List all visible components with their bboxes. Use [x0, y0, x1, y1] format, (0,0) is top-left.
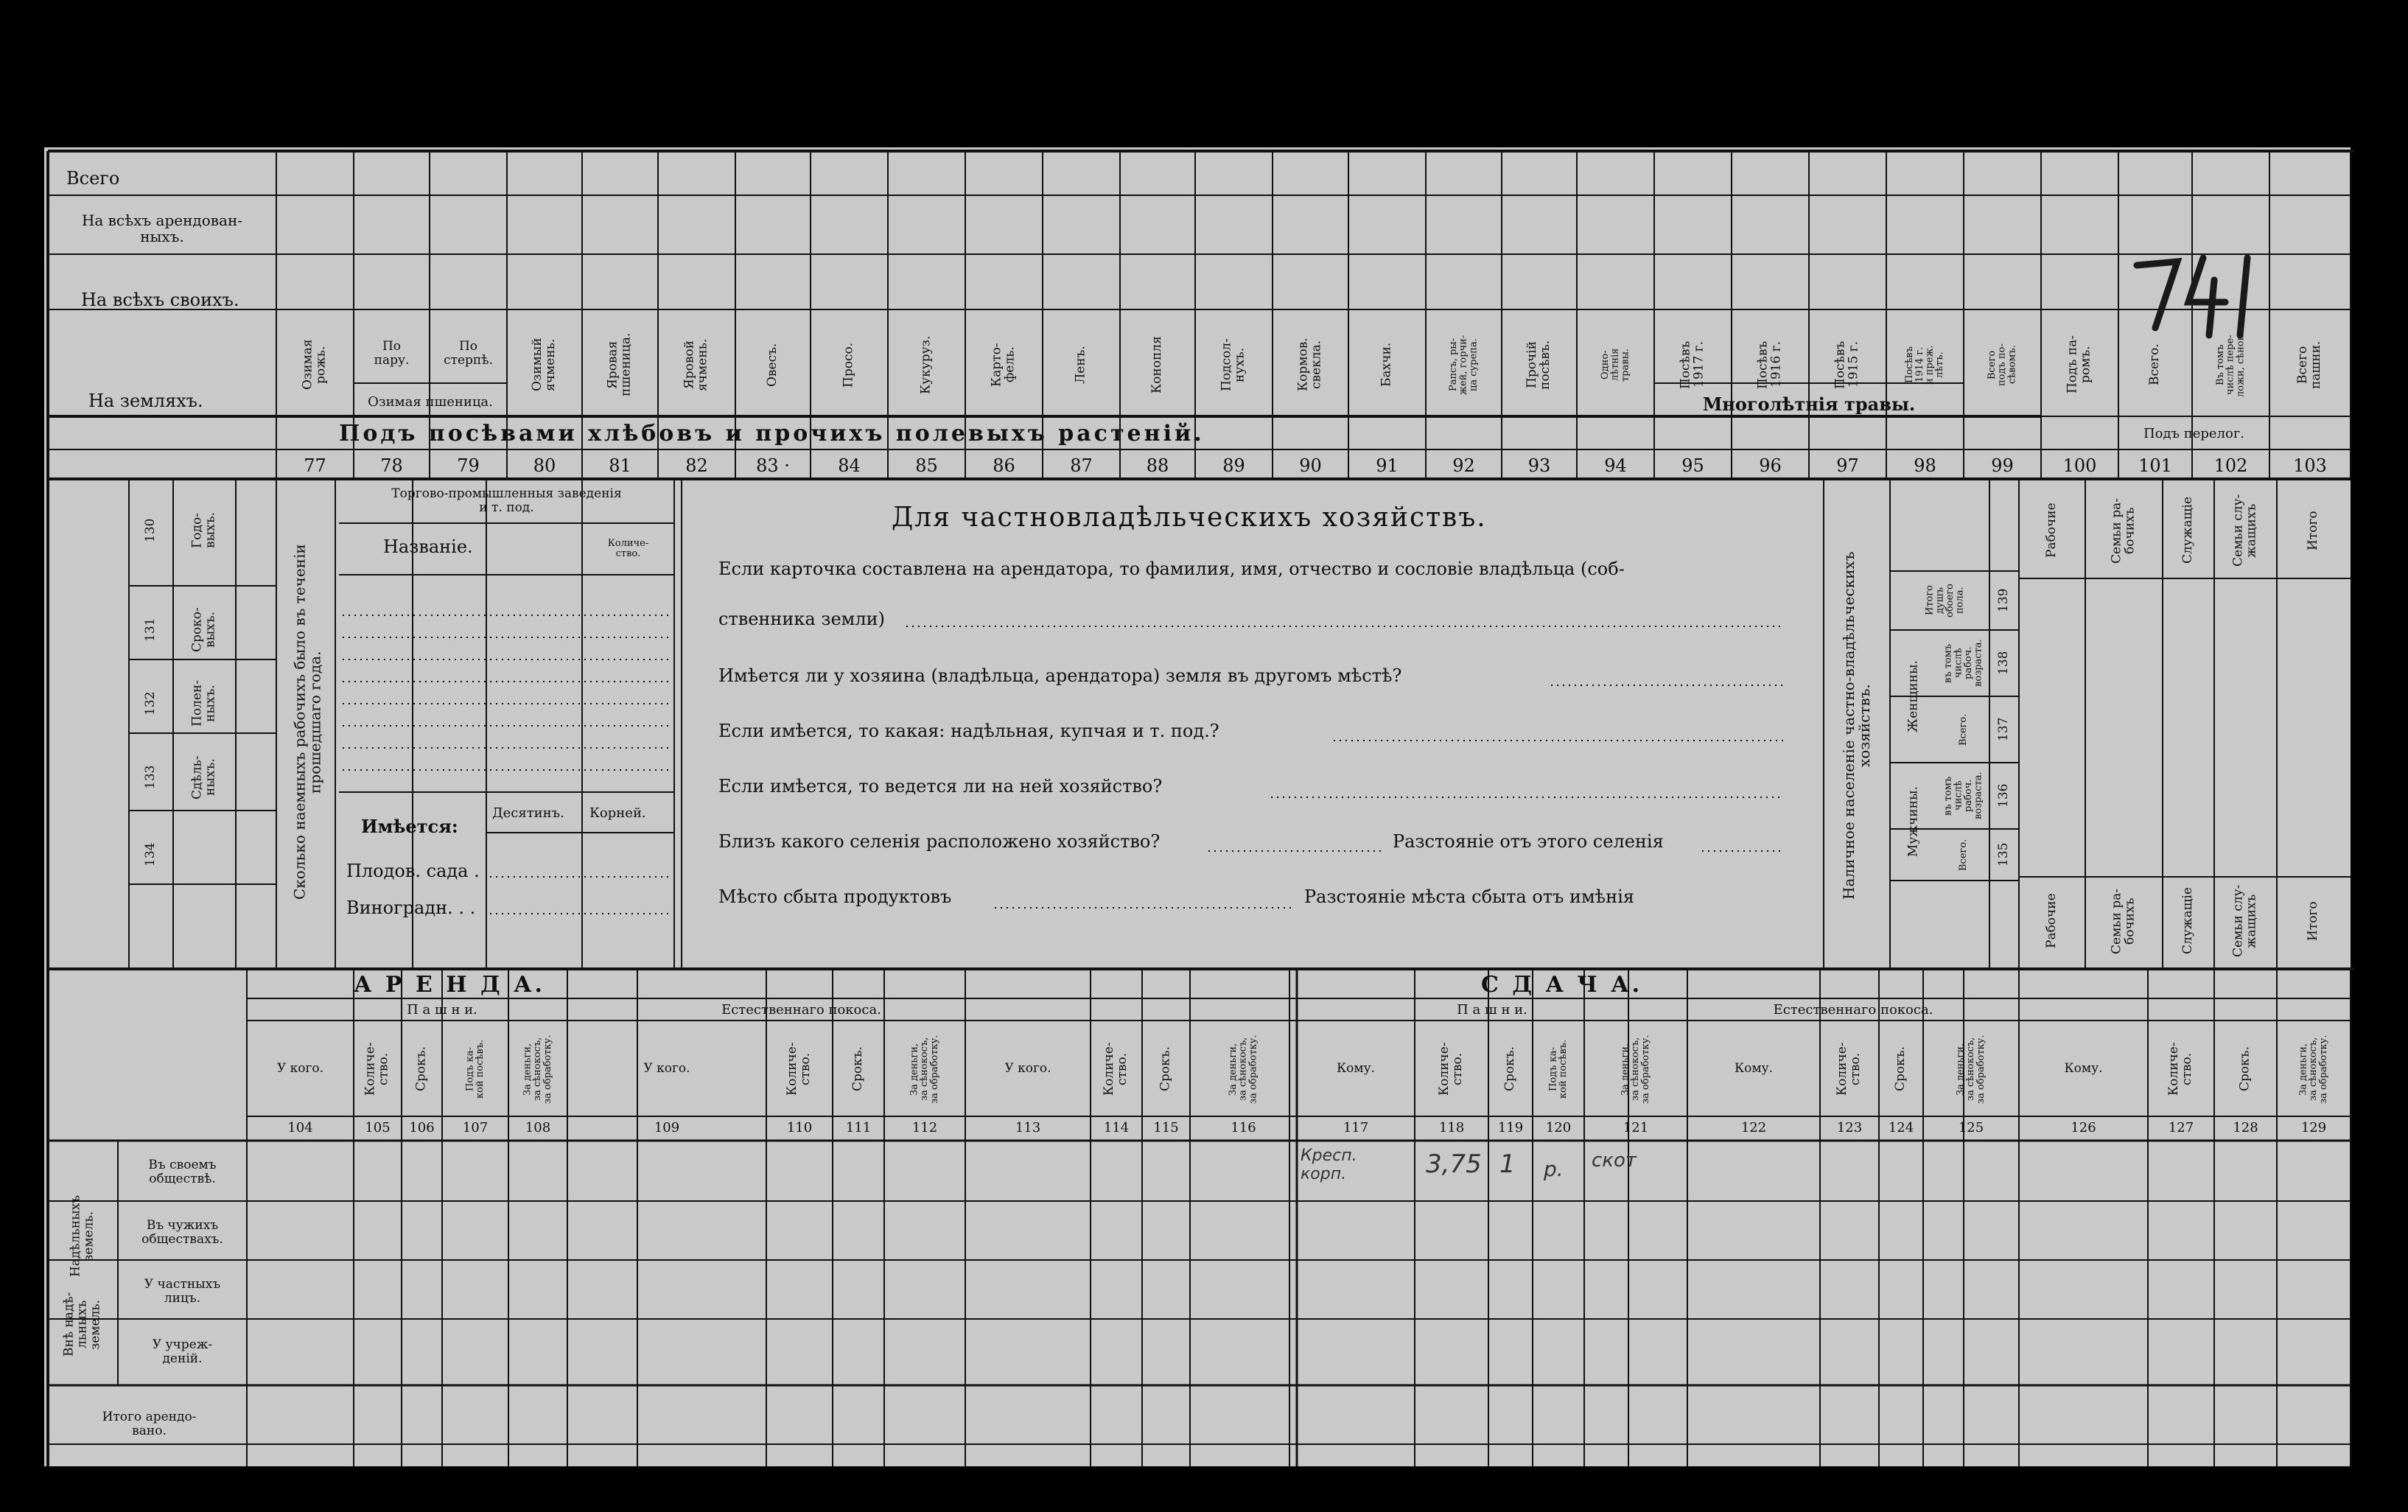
col-num-80: 80 — [533, 455, 556, 476]
grp-nadel: Надѣльныхъ земель. — [68, 1195, 97, 1277]
bot-hdr-18: Кому. — [1734, 1060, 1774, 1076]
bot-num-110: 110 — [786, 1120, 813, 1135]
col-label-95: Посѣвъ 1917 г. — [1678, 340, 1707, 389]
col-label-86: Карто- фель. — [989, 343, 1018, 387]
orchard-label: Плодов. сада . — [346, 861, 480, 881]
col-num-84: 84 — [838, 455, 861, 476]
col-num-89: 89 — [1222, 455, 1245, 476]
bot-num-120: 120 — [1545, 1120, 1572, 1135]
bot-hdr-24: Срокъ. — [2237, 1046, 2253, 1092]
sdacha-title: С Д А Ч А. — [1481, 972, 1643, 998]
col-num-103: 103 — [2293, 455, 2327, 476]
col-num-78: 78 — [380, 455, 403, 476]
bot-hdr-21: За деньги, за сѣнокосъ, за обработку. — [1955, 1035, 1987, 1104]
q-other-land: Имѣется ли у хозяина (владѣльца, арендатора) земля въ другомъ мѣстѣ? — [718, 665, 1402, 686]
sdacha-pokos: Естественнаго покоса. — [1773, 1002, 1933, 1018]
col-num-81: 81 — [609, 455, 631, 476]
itogo-dush: Итого душъ обоего пола. — [1924, 584, 1966, 617]
hire-num-133: 133 — [143, 765, 158, 790]
women-working-age: въ томъ числѣ рабоч. возраста. — [1942, 639, 1984, 687]
bot-num-127: 127 — [2168, 1120, 2194, 1135]
bot-hdr-4: За деньги, за сѣнокосъ, за обработку. — [522, 1035, 553, 1104]
q-owner-1: Если карточка составлена на арендатора, то фамилия, имя, отчество и сословіе владѣльца (соб- — [718, 559, 1625, 579]
n138: 138 — [1996, 651, 2012, 676]
col-num-92: 92 — [1452, 455, 1475, 476]
arenda-pashni: П а ш н и. — [407, 1002, 477, 1018]
bot-hdr-23: Количе- ство. — [2166, 1042, 2194, 1096]
bot-hdr-3: Подъ ка- кой посѣвъ. — [464, 1039, 486, 1099]
bot-hdr-22: Кому. — [2064, 1060, 2103, 1076]
hand-za: скот — [1592, 1149, 1637, 1172]
hire-label-134 — [177, 811, 232, 899]
korney-col: Корней. — [589, 805, 646, 821]
row-other-society: Въ чужихъ обществахъ. — [141, 1217, 223, 1247]
hire-label-131: Сроко- выхъ. — [189, 607, 218, 653]
col-num-102: 102 — [2213, 455, 2248, 476]
col-num-91: 91 — [1376, 455, 1399, 476]
col-num-100: 100 — [2062, 455, 2097, 476]
hire-label-132: Полен- ныхъ. — [189, 680, 218, 727]
bot-num-113: 113 — [1015, 1120, 1041, 1135]
col-label-91: Бахчи. — [1379, 342, 1394, 388]
bot-hdr-12: За деньги, за сѣнокосъ, за обработку. — [1228, 1035, 1259, 1104]
bot-num-129: 129 — [2300, 1120, 2327, 1135]
col-label-102: Въ томъ числѣ пере- ложи, сѣнок. — [2215, 332, 2247, 398]
col-label-97: Посѣвъ 1915 г. — [1833, 340, 1861, 389]
bot-num-111: 111 — [845, 1120, 872, 1135]
row-lands: На земляхъ. — [88, 391, 203, 411]
crops-band-title: Подъ посѣвами хлѣбовъ и прочихъ полевыхъ растеній. — [339, 421, 1205, 447]
hire-num-134: 134 — [143, 842, 158, 867]
bot-num-125: 125 — [1958, 1120, 1984, 1135]
hire-label-133: Сдѣль- ныхъ. — [189, 755, 218, 799]
col-label-85: Кукуруз. — [918, 335, 934, 394]
col-label-87: Ленъ. — [1073, 346, 1088, 384]
col-label-77: Озимая рожь. — [300, 339, 329, 391]
bot-hdr-10: Количе- ство. — [1102, 1042, 1130, 1096]
bot-hdr-19: Количе- ство. — [1835, 1042, 1863, 1096]
men-working-age: въ томъ числѣ рабоч. возраста. — [1942, 771, 1984, 820]
bot-hdr-13: Кому. — [1336, 1060, 1376, 1076]
col-label-82: Яровой ячмень. — [682, 338, 710, 391]
row-rented: На всѣхъ арендован- ныхъ. — [81, 211, 243, 245]
bot-num-118: 118 — [1438, 1120, 1465, 1135]
bot-num-117: 117 — [1343, 1120, 1369, 1135]
q-owner-2: ственника земли) — [718, 609, 885, 629]
men-label: Мужчины. — [1905, 786, 1921, 857]
hand-qty: 3,75 — [1426, 1149, 1482, 1179]
col-num-85: 85 — [915, 455, 938, 476]
bot-hdr-2: Срокъ. — [413, 1046, 429, 1092]
bot-num-122: 122 — [1740, 1120, 1767, 1135]
hand-srok: 1 — [1499, 1149, 1516, 1179]
bot-num-114: 114 — [1103, 1120, 1130, 1135]
row-own-society: Въ своемъ обществѣ. — [148, 1157, 217, 1186]
col-num-79: 79 — [457, 455, 480, 476]
col-num-82: 82 — [685, 455, 708, 476]
hand-komu: Кресп. корп. — [1301, 1147, 1357, 1183]
bot-num-109: 109 — [654, 1120, 680, 1135]
bot-num-112: 112 — [911, 1120, 938, 1135]
row-own: На всѣхъ своихъ. — [81, 290, 239, 310]
bot-hdr-0: У кого. — [276, 1060, 324, 1076]
worker-col-top-4: Итого — [2306, 511, 2321, 550]
col-label-89: Подсол- нухъ. — [1219, 338, 1247, 391]
col-label-90: Кормов. свекла. — [1295, 337, 1324, 392]
bot-num-123: 123 — [1836, 1120, 1863, 1135]
col-label-96: Посѣвъ 1916 г. — [1755, 340, 1784, 389]
col-num-96: 96 — [1759, 455, 1782, 476]
worker-col-bot-0: Рабочие — [2044, 893, 2059, 949]
worker-col-bot-3: Семьи слу- жащихъ — [2230, 884, 2259, 958]
col-label-92: Рапсъ, ры- жей, горчи- ца сурепа. — [1448, 335, 1480, 395]
pereloga-label: Подъ перелог. — [2143, 426, 2245, 441]
has-label: Имѣется: — [361, 816, 458, 837]
q-village: Близъ какого селенія расположено хозяйство? — [718, 831, 1161, 852]
row-total-rented: Итого арендо- вано. — [102, 1409, 197, 1438]
col-label-88: Конопля — [1149, 336, 1165, 393]
col-num-99: 99 — [1991, 455, 2014, 476]
trade-header: Торгово-промышленныя заведенія и т. под. — [391, 486, 622, 515]
worker-col-bot-4: Итого — [2306, 901, 2321, 941]
col-label-78: По пару. — [374, 339, 410, 368]
bot-num-119: 119 — [1497, 1120, 1524, 1135]
col-label-103: Всего пашни. — [2295, 340, 2323, 389]
grp-vne: Внѣ надѣ- льныхъ земель. — [61, 1292, 103, 1357]
worker-col-top-3: Семьи слу- жащихъ — [2230, 494, 2259, 567]
bot-num-126: 126 — [2071, 1120, 2096, 1135]
n137: 137 — [1996, 717, 2012, 742]
col-label-99: Всего подъ по- сѣвомъ. — [1987, 343, 2018, 386]
bot-hdr-25: За деньги, за сѣнокосъ, за обработку. — [2297, 1035, 2329, 1104]
bot-num-107: 107 — [462, 1120, 489, 1135]
handwritten-card-number — [2122, 243, 2269, 354]
col-label-84: Просо. — [841, 342, 856, 388]
col-num-97: 97 — [1836, 455, 1859, 476]
bot-hdr-5: У кого. — [643, 1060, 690, 1076]
bot-hdr-11: Срокъ. — [1158, 1046, 1173, 1092]
hire-num-131: 131 — [143, 617, 158, 643]
q-distance: Разстояніе отъ этого селенія — [1393, 831, 1664, 852]
q-farming: Если имѣется, то ведется ли на ней хозяйство? — [718, 776, 1163, 797]
col-num-93: 93 — [1527, 455, 1551, 476]
col-num-88: 88 — [1146, 455, 1169, 476]
bot-num-106: 106 — [409, 1120, 435, 1135]
col-num-90: 90 — [1299, 455, 1322, 476]
private-title: Для частновладѣльческихъ хозяйствъ. — [892, 503, 1487, 533]
bot-num-124: 124 — [1888, 1120, 1914, 1135]
bot-num-105: 105 — [365, 1120, 391, 1135]
sdacha-pashni: П а ш н и. — [1457, 1002, 1527, 1018]
row-institutions: У учреж- деній. — [152, 1337, 213, 1366]
bot-hdr-16: Подъ ка- кой посѣвъ. — [1547, 1039, 1569, 1099]
col-label-93: Прочій посѣвъ. — [1525, 340, 1553, 390]
col-num-86: 86 — [993, 455, 1015, 476]
col-label-94: Одно- лѣтнія травы. — [1600, 348, 1631, 382]
women-total: Всего. — [1958, 713, 1970, 746]
col-num-83 ·: 83 · — [756, 455, 790, 476]
bot-num-121: 121 — [1623, 1120, 1649, 1135]
bot-hdr-9: У кого. — [1004, 1060, 1051, 1076]
row-private: У частныхъ лицъ. — [144, 1276, 221, 1306]
worker-col-bot-2: Служащіе — [2180, 887, 2196, 955]
hand-pod: р. — [1544, 1157, 1564, 1181]
hire-num-130: 130 — [143, 518, 158, 543]
ozimaya-label: Озимая пшеница. — [368, 394, 493, 410]
bot-num-115: 115 — [1153, 1120, 1179, 1135]
col-label-83 ·: Овесъ. — [765, 343, 780, 387]
col-label-98: Посѣвъ 1914 г. и преж. лѣтъ. — [1904, 345, 1946, 385]
col-label-101: Всего. — [2147, 343, 2163, 386]
col-label-81: Яровая пшеница. — [605, 332, 634, 397]
q-market: Мѣсто сбыта продуктовъ — [718, 886, 952, 907]
mnogo-label: Многолѣтнія травы. — [1702, 393, 1916, 415]
col-label-79: По стерпѣ. — [444, 339, 493, 368]
col-num-77: 77 — [304, 455, 326, 476]
bot-hdr-1: Количе- ство. — [363, 1042, 391, 1096]
n135: 135 — [1996, 842, 2012, 867]
desyatin-col: Десятинъ. — [492, 805, 564, 821]
n139: 139 — [1996, 588, 2012, 613]
hired-workers-heading: Сколько наемныхъ рабочихъ было въ теченіи прошедшаго года. — [290, 544, 324, 900]
vineyard-label: Виноградн. . . — [346, 897, 476, 918]
arenda-title: А Р Е Н Д А. — [354, 972, 545, 998]
bot-hdr-14: Количе- ство. — [1437, 1042, 1465, 1096]
col-label-100: Подъ па- ромъ. — [2065, 335, 2093, 394]
worker-col-top-2: Служащіе — [2180, 497, 2196, 564]
women-label: Женщины. — [1905, 660, 1921, 732]
n136: 136 — [1996, 783, 2012, 808]
bot-hdr-17: За деньги, за сѣнокосъ, за обработку. — [1620, 1035, 1651, 1104]
bot-num-108: 108 — [525, 1120, 551, 1135]
bot-hdr-6: Количе- ство. — [785, 1042, 813, 1096]
arenda-pokos: Естественнаго покоса. — [721, 1002, 881, 1018]
men-total: Всего. — [1958, 839, 1970, 871]
bot-hdr-15: Срокъ. — [1502, 1046, 1518, 1092]
col-num-95: 95 — [1681, 455, 1704, 476]
bot-num-128: 128 — [2233, 1120, 2258, 1135]
trade-name-col: Названіе. — [383, 536, 473, 557]
col-num-101: 101 — [2138, 455, 2172, 476]
worker-col-bot-1: Семьи ра- бочихъ — [2109, 888, 2138, 954]
q-land-type: Если имѣется, то какая: надѣльная, купчая и т. под.? — [718, 721, 1219, 741]
row-total: Всего — [66, 168, 120, 189]
present-population-heading: Наличное населеніе частно-владѣльческихъ хозяйствъ. — [1840, 551, 1873, 900]
worker-col-top-1: Семьи ра- бочихъ — [2109, 497, 2138, 564]
bot-num-104: 104 — [287, 1120, 313, 1135]
worker-col-top-0: Рабочие — [2044, 503, 2059, 559]
q-market-distance: Разстояніе мѣста сбыта отъ имѣнія — [1304, 886, 1634, 907]
col-num-94: 94 — [1604, 455, 1627, 476]
bot-hdr-8: За деньги, за сѣнокосъ, за обработку. — [909, 1035, 940, 1104]
hire-num-132: 132 — [143, 691, 158, 716]
col-label-80: Озимый ячмень. — [530, 337, 558, 392]
col-num-98: 98 — [1914, 455, 1936, 476]
bot-num-116: 116 — [1231, 1120, 1256, 1135]
trade-qty-col: Количе- ство. — [607, 537, 649, 559]
hire-label-130: Годо- выхъ. — [189, 512, 218, 549]
bot-hdr-7: Срокъ. — [850, 1046, 866, 1092]
bot-hdr-20: Срокъ. — [1893, 1046, 1908, 1092]
col-num-87: 87 — [1070, 455, 1093, 476]
